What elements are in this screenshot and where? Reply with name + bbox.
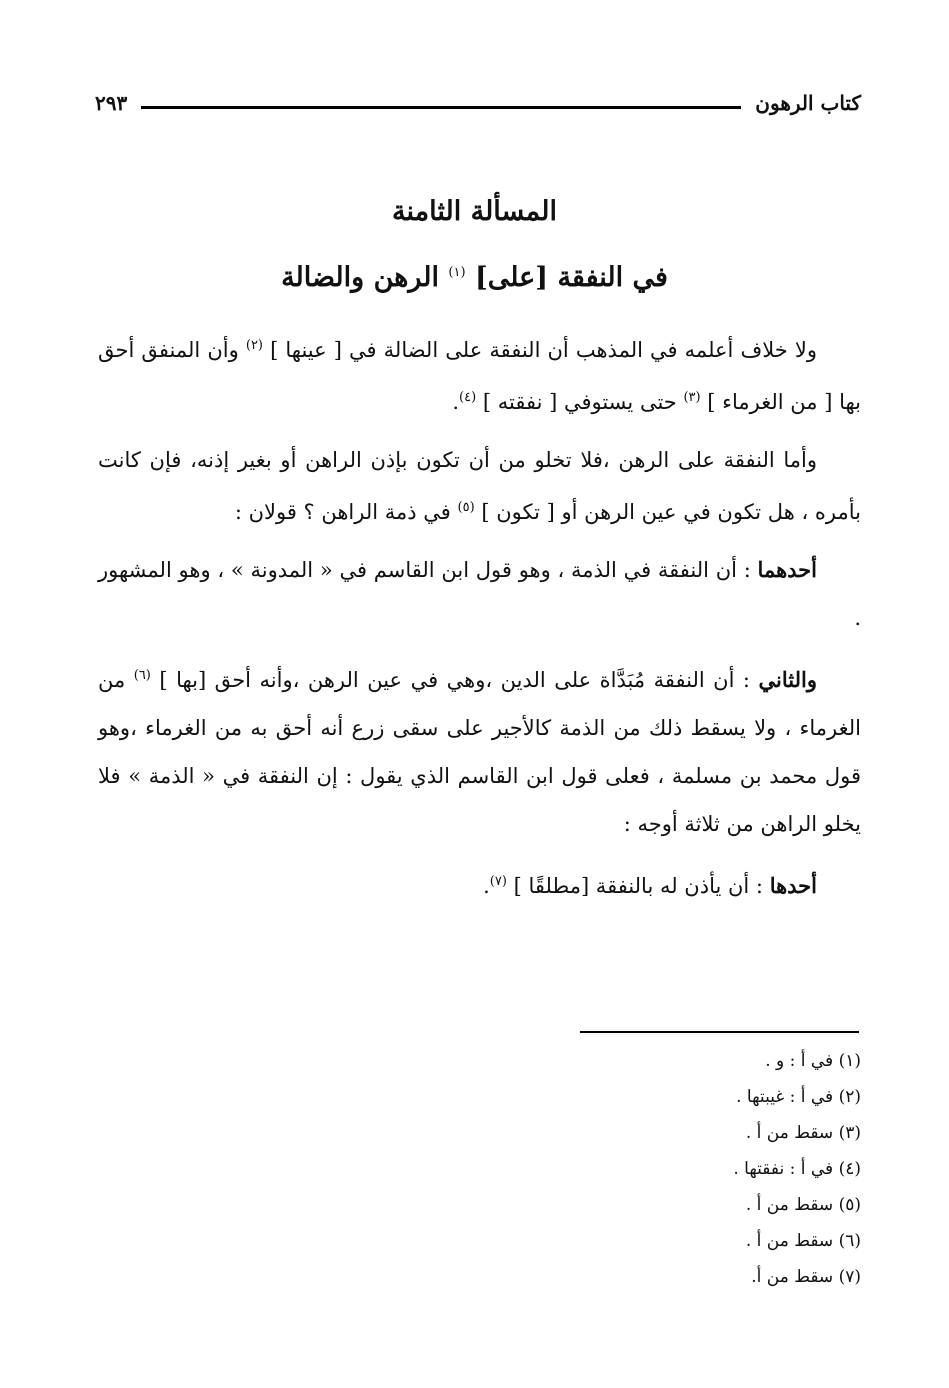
paragraph-lead: أحدها: [769, 873, 817, 898]
footnote-ref: (٢): [245, 338, 263, 353]
paragraph-text: حتى يستوفي [ نفقته ]: [482, 390, 677, 414]
paragraph: [98, 652, 861, 848]
footnote-ref: (٣): [683, 390, 701, 405]
subtitle-suffix: الرهن والضالة: [281, 262, 439, 293]
paragraph-text: من الغرماء ، ولا يسقط ذلك من الذمة كالأجير على سقى زرع أنه أحق به من الغرماء ،وهو قول محمد بن مسلمة ، فعلى قول ابن القاسم الذي يقول : إن النفقة في « الذمة » فلا يخلو الراهن من ثلاثة أوجه :: [98, 668, 861, 836]
footnote-ref: (٥): [457, 500, 475, 515]
section-title: المسألة الثامنة: [392, 196, 557, 227]
paragraph-text: .: [452, 390, 460, 414]
paragraph-lead: أحدهما: [757, 557, 817, 582]
paragraph: [98, 858, 861, 910]
footnote-ref: (٦): [133, 668, 151, 683]
paragraph-text: وأما النفقة على الرهن ،فلا تخلو من أن تكون بإذن الراهن أو بغير إذنه، فإن كانت بأمره ، هل تكون في عين الرهن أو [ تكون ]: [98, 448, 861, 524]
paragraph-lead: والثاني: [758, 667, 817, 692]
paragraph-text: في ذمة الراهن ؟ قولان :: [234, 500, 451, 524]
paragraph: [98, 546, 861, 642]
paragraph-text: : أن يأذن له بالنفقة [مطلقًا ]: [513, 874, 770, 898]
paragraph-text: ولا خلاف أعلمه في المذهب أن النفقة على الضالة في [ عينها ]: [270, 338, 817, 362]
footnote-ref: (١): [448, 265, 466, 280]
paragraph-text: : أن النفقة مُبَدَّاة على الدين ،وهي في عين الرهن ،وأنه أحق [بها ]: [159, 668, 759, 692]
paragraph-text: : أن النفقة في الذمة ، وهو قول ابن القاسم في « المدونة » ، وهو المشهور .: [98, 558, 861, 630]
footnote-ref: (٤): [459, 390, 477, 405]
footnote-item: (٥) سقط من أ .: [745, 1195, 861, 1215]
paragraph-text: .: [483, 874, 490, 898]
footnote-ref: (٧): [489, 874, 507, 889]
section-subtitle: [0, 262, 949, 293]
footnotes: [733, 1043, 861, 1295]
paragraph: [98, 436, 861, 536]
subtitle-prefix: في النفقة [على]: [474, 262, 668, 293]
footnote-item: (١) في أ : و .: [765, 1051, 861, 1071]
footnote-item: (٤) في أ : نفقتها .: [733, 1159, 861, 1179]
footnote-divider: [580, 1031, 859, 1033]
paragraph-text: وأن المنفق أحق بها [ من الغرماء ]: [98, 338, 861, 414]
page-number: ٢٩٣: [95, 91, 128, 115]
paragraph: [98, 322, 861, 426]
footnote-item: (٧) سقط من أ.: [751, 1267, 861, 1287]
book-title: كتاب الرهون: [755, 91, 861, 115]
running-header: [95, 86, 861, 120]
header-rule: [141, 106, 741, 109]
footnote-item: (٣) سقط من أ .: [745, 1123, 861, 1143]
footnote-item: (٦) سقط من أ .: [745, 1231, 861, 1251]
footnote-item: (٢) في أ : غيبتها .: [736, 1087, 861, 1107]
body-text: [98, 322, 861, 920]
